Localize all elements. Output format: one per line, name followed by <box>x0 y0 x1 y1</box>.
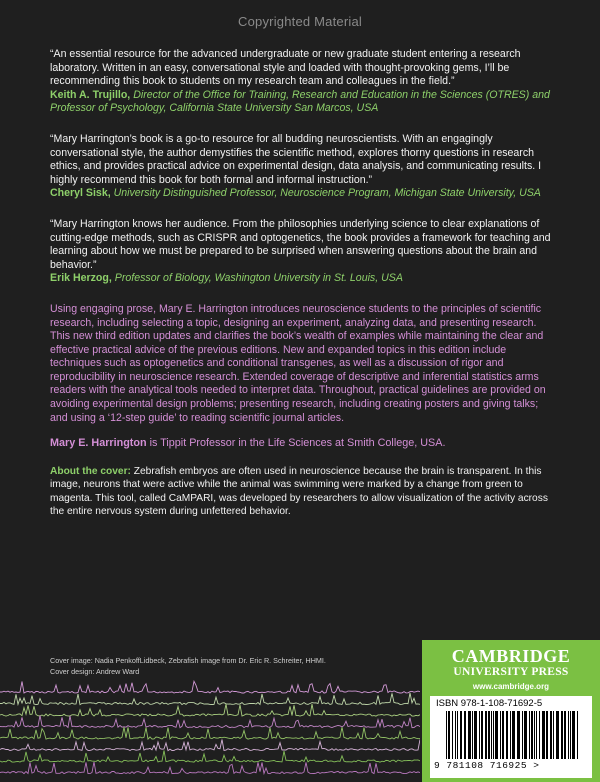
barcode-bar <box>472 711 473 759</box>
book-description: Using engaging prose, Mary E. Harrington introduces neuroscience students to the principles of scientific research, including selecting a topic, designing an experiment, analyzing data, and presenting research. This new third edition updates and clarifies the book’s wealth of examples while maintaining the clear and effective practical advice of the previous editions. New and expanded topics in this edition include techniques such as optogenetics and conditional transgenes, as well as a discussion of rigor and reproducibility in neuroscience research. Extended coverage of descriptive and inferential statistics arms readers with the analytical tools needed to interpret data. Throughout, practical guidelines are provided on avoiding experimental design problems; presenting research, including creating posters and giving talks; and using a ‘12-step guide’ to reading scientific journal articles. <box>50 302 546 424</box>
barcode-bar <box>534 711 535 759</box>
author-bio-text: is Tippit Professor in the Life Sciences at Smith College, USA. <box>146 437 446 450</box>
barcode-bar <box>448 711 450 759</box>
barcode-bar <box>506 711 508 759</box>
barcode-box <box>430 696 592 778</box>
barcode-bar <box>539 711 540 759</box>
cover-image-credit: Cover image: Nadia PenkoffLidbeck, Zebrafish image from Dr. Eric R. Schreiter, HHMI. <box>50 656 326 665</box>
barcode-digits: 9 781108 716925 > <box>434 760 540 771</box>
barcode-bar <box>474 711 477 759</box>
activity-trace <box>0 751 420 763</box>
barcode-bar <box>568 711 569 759</box>
barcode-bar <box>529 711 530 759</box>
barcode-bar <box>510 711 511 759</box>
barcode-bar <box>553 711 554 759</box>
endorsement-attribution <box>50 272 555 286</box>
cover-credits <box>50 655 326 677</box>
barcode-bar <box>561 711 563 759</box>
barcode-bar <box>500 711 501 759</box>
author-name: Mary E. Harrington <box>50 437 147 450</box>
endorser-role: Director of the Office for Training, Research and Education in the Sciences (OTRES) and Professor of Psychology, California State University San Marcos, USA <box>50 88 550 115</box>
barcode-bar <box>481 711 483 759</box>
barcode-bar <box>577 711 578 759</box>
barcode-bar <box>491 711 492 759</box>
barcode-bar <box>488 711 490 759</box>
barcode-bar <box>556 711 559 759</box>
barcode-bar <box>570 711 571 759</box>
barcode-bar <box>452 711 453 759</box>
barcode-bar <box>522 711 523 759</box>
activity-trace <box>0 762 420 774</box>
about-cover <box>50 465 555 519</box>
author-bio <box>50 437 555 451</box>
endorser-name: Erik Herzog, <box>50 272 112 285</box>
about-cover-text: Zebrafish embryos are often used in neuroscience because the brain is transparent. In this image, neurons that were active while the animal was swimming were marked by a change from green to magenta. This tool, called CaMPARI, was developed by researchers to allow visualization of the activity across the entire nervous system during unfettered behavior. <box>50 465 548 518</box>
barcode-bar <box>455 711 456 759</box>
barcode-bar <box>512 711 515 759</box>
barcode-bar <box>446 711 447 759</box>
publisher-url: www.cambridge.org <box>472 682 550 691</box>
barcode-bar <box>550 711 552 759</box>
barcode-bar <box>479 711 480 759</box>
barcode-bar <box>564 711 566 759</box>
endorsement-attribution <box>50 187 555 201</box>
publisher-panel <box>422 640 600 782</box>
endorsement-text: “Mary Harrington knows her audience. From the philosophies underlying science to clear explanations of cutting-edge methods, such as CRISPR and optogenetics, the book provides a framework for teaching and learning about how we must be prepared to be surprised when answering questions about the brain and behavior.” <box>50 217 551 271</box>
barcode-bar <box>542 711 545 759</box>
endorser-role: University Distinguished Professor, Neuroscience Program, Michigan State University, USA <box>113 187 541 200</box>
activity-trace <box>0 693 420 705</box>
activity-trace <box>0 740 420 751</box>
watermark: Copyrighted Material <box>238 14 362 29</box>
neural-activity-traces <box>0 680 420 782</box>
about-cover-label: About the cover: <box>50 465 131 477</box>
publisher-name: CAMBRIDGE <box>451 646 571 666</box>
back-cover-text <box>50 48 555 518</box>
barcode-bar <box>531 711 533 759</box>
endorser-name: Cheryl Sisk, <box>50 187 111 200</box>
barcode-bar <box>493 711 494 759</box>
barcode-bar <box>524 711 527 759</box>
publisher-subtitle: UNIVERSITY PRESS <box>453 666 569 678</box>
barcode-bar <box>468 711 471 759</box>
barcode-bar <box>485 711 487 759</box>
barcode-icon <box>446 711 580 761</box>
barcode-bar <box>546 711 548 759</box>
activity-trace <box>0 681 420 693</box>
barcode-bar <box>464 711 466 759</box>
endorsement-3 <box>50 218 555 286</box>
endorser-role: Professor of Biology, Washington University in St. Louis, USA <box>114 272 403 285</box>
cover-design-credit: Cover design: Andrew Ward <box>50 667 140 676</box>
activity-trace <box>0 704 420 716</box>
endorsement-attribution <box>50 89 555 116</box>
endorsement-2 <box>50 133 555 201</box>
endorsement-1 <box>50 48 555 116</box>
activity-trace <box>0 727 420 739</box>
barcode-bar <box>536 711 537 759</box>
barcode-bar <box>495 711 498 759</box>
endorsement-text: “Mary Harrington’s book is a go-to resource for all budding neuroscientists. With an engagingly conversational style, the author demystifies the scientific method, explores thorny questions in research ethics, and provides practical advice on experimental design, data analysis, and communicating results. I highly recommend this book for both formal and informal instruction.” <box>50 132 542 186</box>
barcode-bar <box>460 711 462 759</box>
endorser-name: Keith A. Trujillo, <box>50 88 131 101</box>
barcode-bar <box>457 711 458 759</box>
barcode-bar <box>502 711 504 759</box>
endorsement-text: “An essential resource for the advanced undergraduate or new graduate student entering a research laboratory. Written in an easy, conversational style and loaded with thought-provoking gems, I’ll be recommending this book to students on my research team and colleagues in the field.” <box>50 48 521 88</box>
activity-trace <box>0 716 420 728</box>
isbn-label: ISBN 978-1-108-71692-5 <box>436 698 543 709</box>
barcode-bar <box>572 711 575 759</box>
barcode-bar <box>517 711 520 759</box>
